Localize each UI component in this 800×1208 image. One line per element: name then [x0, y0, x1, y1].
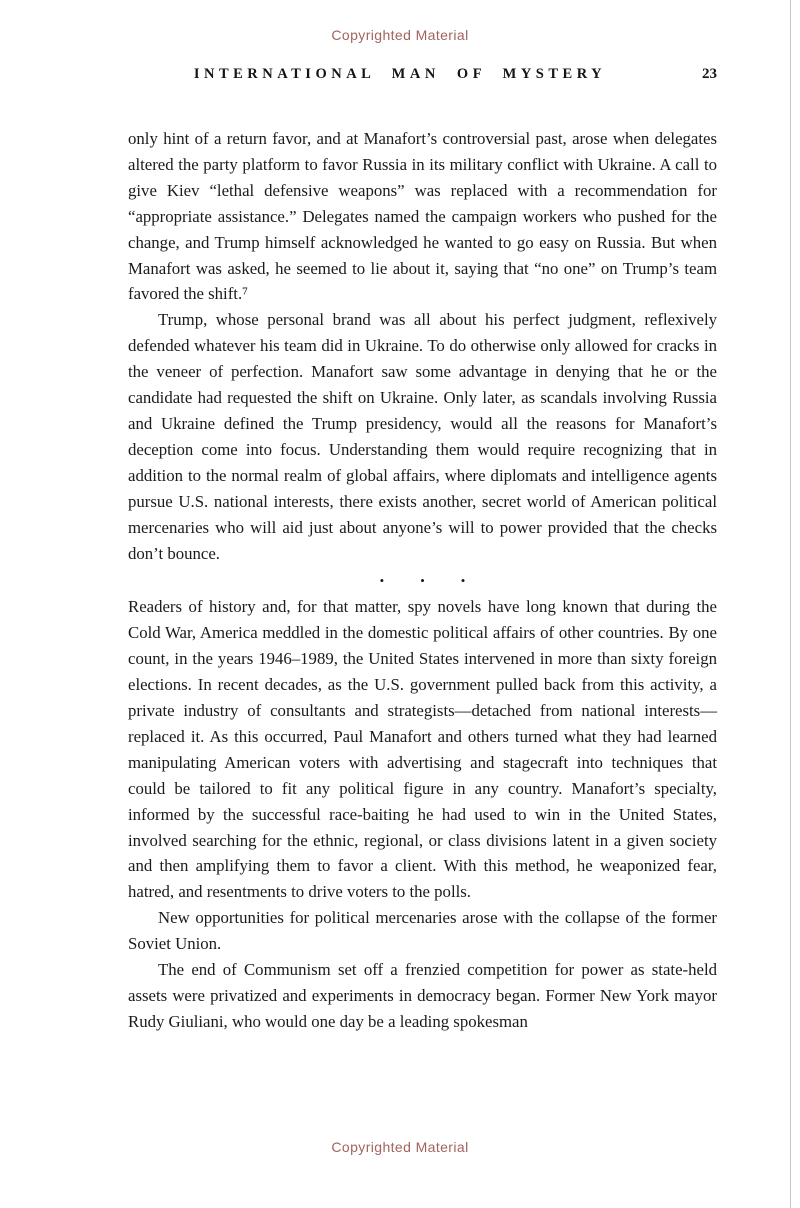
paragraph-4: New opportunities for political mercenaries arose with the collapse of the former Soviet Union. — [128, 908, 717, 954]
paragraph-5: The end of Communism set off a frenzied competition for power as state-held assets were privatized and experiments in democracy began. Former New York mayor Rudy Giuliani, who would one day be a leading spokesman — [128, 960, 717, 1031]
copyright-notice-bottom: Copyrighted Material — [331, 1139, 469, 1155]
paragraph-1: only hint of a return favor, and at Manafort’s controversial past, arose when delegates altered the party platform to favor Russia in its military conflict with Ukraine. A call to give Kiev “lethal defensive weapons” was replaced with a recommendation for “appropriate assistance.” Delegates named the campaign workers who pushed for the change, and Trump himself acknowledged he wanted to go easy on Russia. But when Manafort was asked, he seemed to lie about it, saying that “no one” on Trump’s team favored the shift.⁷ — [128, 129, 717, 304]
section-break-bullet-icon: • — [460, 572, 466, 588]
paragraph-2: Trump, whose personal brand was all about his perfect judgment, reflexively defended whatever his team did in Ukraine. To do otherwise only allowed for cracks in the veneer of perfection. Manafort saw some advantage in denying that he or the candidate had requested the shift on Ukraine. Only later, as scandals involving Russia and Ukraine defined the Trump presidency, would all the reasons for Manafort’s deception come into focus. Understanding them would require recognizing that in addition to the normal realm of global affairs, where diplomats and intelligence agents pursue U.S. national interests, there exists another, secret world of American political mercenaries who will aid just about anyone’s will to power provided that the checks don’t bounce. — [128, 310, 717, 563]
section-break-bullet-icon: • — [379, 572, 385, 588]
page-number: 23 — [702, 66, 717, 82]
page-edge-line — [790, 0, 792, 1208]
copyright-notice-top: Copyrighted Material — [331, 27, 469, 43]
running-head: INTERNATIONAL MAN OF MYSTERY — [193, 66, 607, 82]
text-block — [128, 126, 717, 1035]
section-break-bullet-icon: • — [420, 572, 425, 588]
paragraph-3: Readers of history and, for that matter, spy novels have long known that during the Cold War, America meddled in the domestic political affairs of other countries. By one count, in the years 1946–1989, the United States intervened in more than sixty foreign elections. In recent decades, as the U.S. government pulled back from this activity, a private industry of consultants and strategists—detached from national interests—replaced it. As this occurred, Paul Manafort and others turned what they had learned manipulating American voters with advertising and stagecraft into techniques that could be tailored to fit any political figure in any country. Manafort’s specialty, informed by the successful race-baiting he had used to win in the United States, involved searching for the ethnic, regional, or class divisions latent in a given society and then amplifying them to favor a client. With this method, he weaponized fear, hatred, and resentments to drive voters to the polls. — [128, 597, 717, 902]
section-break — [128, 567, 717, 593]
